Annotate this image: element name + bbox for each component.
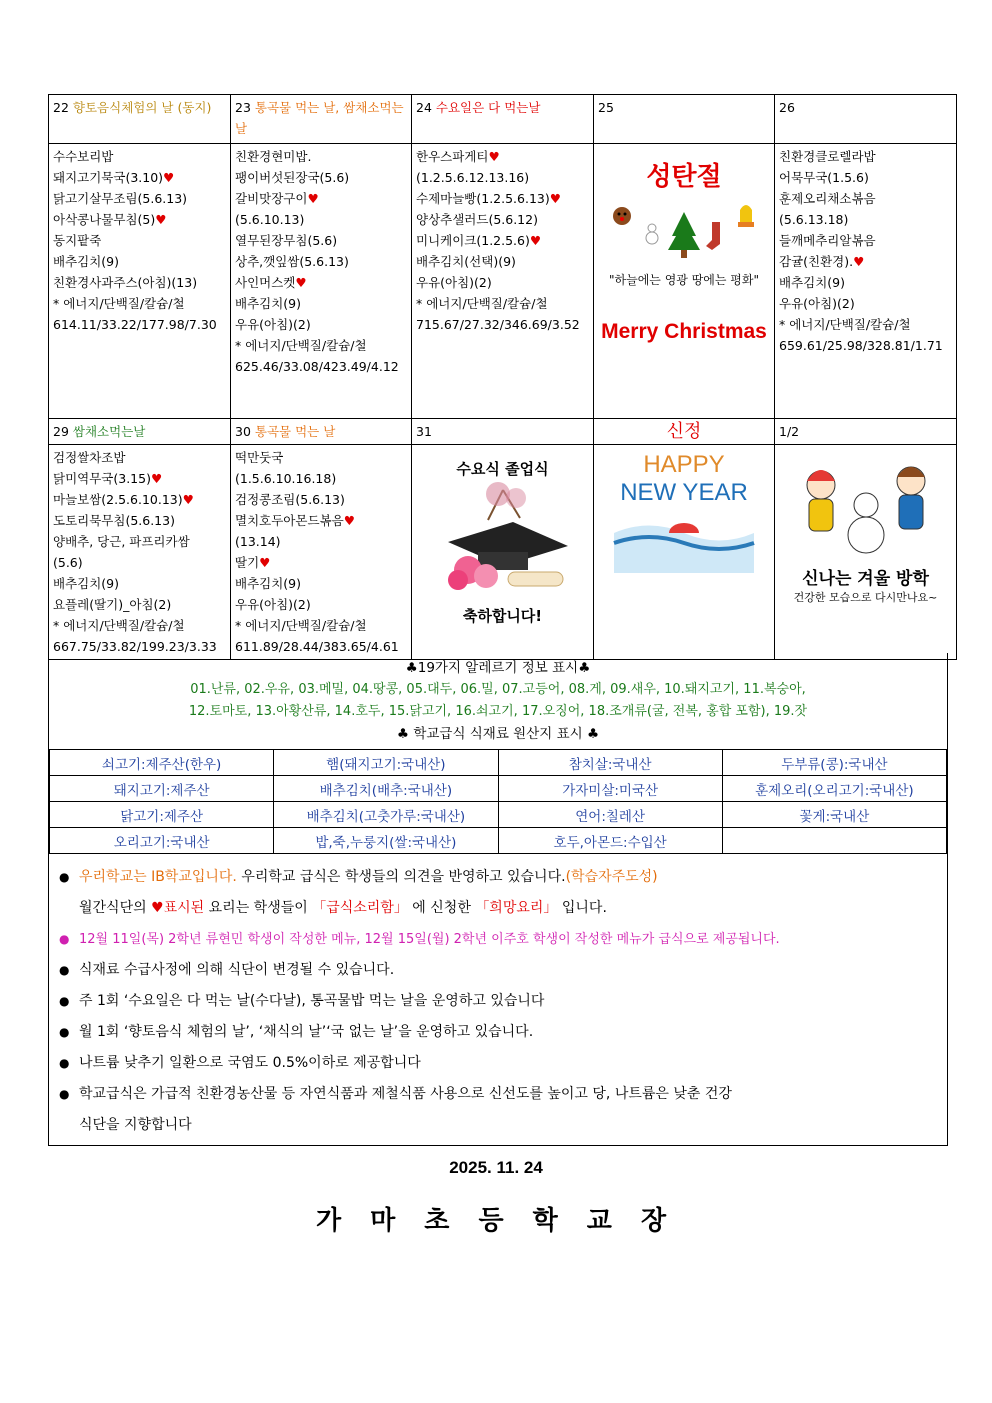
menu-item: 친환경사과주스(아침)(13) <box>53 275 198 290</box>
day-header-22: 22 향토음식체험의 날 (동지) <box>49 95 231 144</box>
origin-cell: 훈제오리(오리고기:국내산) <box>722 776 946 802</box>
heart-icon: ♥ <box>259 555 271 570</box>
allergy-line-2: 12.토마토, 13.아황산류, 14.호두, 15.닭고기, 16.쇠고기, 17.오징어, 18.조개류(굴, 전복, 홍합 포함), 19.잣 <box>188 704 808 719</box>
menu-item: 상추,깻잎쌈(5.6.13) <box>235 254 349 269</box>
menu-item: 양배추, 당근, 파프리카쌈 <box>53 534 190 549</box>
winter-vacation-cell <box>775 445 957 660</box>
christmas-cell <box>594 144 775 419</box>
menu-item: 한우스파게티♥ <box>416 149 500 164</box>
info-box <box>48 653 948 1146</box>
origin-cell: 꽃게:국내산 <box>722 802 946 828</box>
merry-christmas: Merry Christmas <box>601 320 767 343</box>
new-year-title: 신정 <box>598 421 770 443</box>
menu-item: 닭고기살무조림(5.6.13) <box>53 191 188 206</box>
menu-item: 양상추샐러드(5.6.12) <box>416 212 538 227</box>
menu-item: 우유(아침)(2) <box>779 296 855 311</box>
table-row <box>50 750 947 776</box>
meal-calendar <box>48 94 957 660</box>
origin-table <box>49 749 947 854</box>
christmas-quote: "하늘에는 영광 땅에는 평화" <box>609 273 759 287</box>
origin-cell: 가자미살:미국산 <box>498 776 722 802</box>
heart-icon: ♥ <box>549 191 561 206</box>
menu-item: (5.6.10.13) <box>235 212 305 227</box>
heart-icon: ♥ <box>182 492 194 507</box>
menu-item: 659.61/25.98/328.81/1.71 <box>779 338 943 353</box>
note-ib: ● 우리학교는 IB학교입니다. 우리학교 급식은 학생들의 의견을 반영하고 있습니다.(학습자주도성) <box>57 862 939 893</box>
snowman-kids-icon <box>791 455 941 565</box>
menu-item: 배추김치(선택)(9) <box>416 254 516 269</box>
menu-30 <box>231 445 412 660</box>
menu-item: 딸기♥ <box>235 555 271 570</box>
menu-item: 614.11/33.22/177.98/7.30 <box>53 317 217 332</box>
note-student-menu: ● 12월 11일(목) 2학년 류현민 학생이 작성한 메뉴, 12월 15일(월) 2학년 이주호 학생이 작성한 메뉴가 급식으로 제공됩니다. <box>57 924 939 955</box>
vacation-caption: 신나는 겨울 방학 <box>802 569 929 589</box>
menu-item: 친환경클로렐라밥 <box>779 149 876 164</box>
heart-icon: ♥ <box>150 471 163 486</box>
menu-item: 멸치호두아몬드볶음♥ <box>235 513 355 528</box>
menu-item: 사인머스켓♥ <box>235 275 307 290</box>
origin-cell: 닭고기:제주산 <box>50 802 274 828</box>
heart-icon: ♥ <box>529 233 542 248</box>
vacation-sub: 건강한 모습으로 다시만나요~ <box>793 591 938 604</box>
table-row <box>50 802 947 828</box>
origin-cell: 배추김치(배추:국내산) <box>274 776 498 802</box>
menu-item: 625.46/33.08/423.49/4.12 <box>235 359 399 374</box>
graduation-cap-icon <box>428 480 578 600</box>
new-year-cell <box>594 421 775 660</box>
menu-item: 친환경현미밥. <box>235 149 312 164</box>
menu-item: 검정쌀차조밥 <box>53 450 126 465</box>
menu-item: 훈제오리채소볶음 <box>779 191 876 206</box>
origin-title: ♣ 학교급식 식재료 원산지 표시 ♣ <box>396 726 600 742</box>
day-header-25: 25 <box>594 95 775 144</box>
table-row <box>50 828 947 854</box>
menu-item: 열무된장무침(5.6) <box>235 233 338 248</box>
menu-item: 도토리묵무침(5.6.13) <box>53 513 175 528</box>
christmas-decoration-icon <box>604 194 764 264</box>
menu-item: 닭미역무국(3.15)♥ <box>53 471 163 486</box>
menu-item: 검정콩조림(5.6.13) <box>235 492 345 507</box>
menu-item: * 에너지/단백질/칼슘/철 <box>235 338 367 353</box>
menu-item: 배추김치(9) <box>779 275 846 290</box>
menu-item: 아삭콩나물무침(5)♥ <box>53 212 167 227</box>
menu-item: 요플레(딸기)_아침(2) <box>53 597 172 612</box>
menu-item: 감귤(친환경).♥ <box>779 254 865 269</box>
note-ib-cont: 월간식단의 ♥표시된 요리는 학생들이 「급식소리함」 에 신청한 「희망요리」 입니다. <box>79 900 607 916</box>
origin-cell: 참치살:국내산 <box>498 750 722 776</box>
origin-cell: 두부류(콩):국내산 <box>722 750 946 776</box>
menu-item: 우유(아침)(2) <box>235 317 311 332</box>
heart-icon: ♥ <box>295 275 307 290</box>
origin-cell: 쇠고기:제주산(한우) <box>50 750 274 776</box>
menu-item: 배추김치(9) <box>53 576 120 591</box>
note-healthy: ● 학교급식은 가급적 친환경농산물 등 자연식품과 제철식품 사용으로 신선도를 높이고 당, 나트륨은 낮춘 건강 <box>57 1079 939 1110</box>
graduation-top-text: 수요식 졸업식 <box>456 460 549 478</box>
menu-24 <box>412 144 594 419</box>
menu-item: 수수보리밥 <box>53 149 114 164</box>
origin-cell: 연어:칠레산 <box>498 802 722 828</box>
menu-22 <box>49 144 231 419</box>
menu-item: 마늘보쌈(2.5.6.10.13)♥ <box>53 492 194 507</box>
new-year-text: NEW YEAR <box>620 479 748 506</box>
happy-text: HAPPY <box>643 451 725 478</box>
menu-29 <box>49 445 231 660</box>
graduation-cell <box>412 445 594 660</box>
menu-item: 611.89/28.44/383.65/4.61 <box>235 639 399 654</box>
origin-cell: 돼지고기:제주산 <box>50 776 274 802</box>
origin-cell: 호두,아몬드:수입산 <box>498 828 722 854</box>
allergy-line-1: 01.난류, 02.우유, 03.메밀, 04.땅콩, 05.대두, 06.밀, 07.고등어, 08.게, 09.새우, 10.돼지고기, 11.복숭아, <box>190 682 806 697</box>
day-header-23: 23 통곡물 먹는 날, 쌈채소먹는날 <box>231 95 412 144</box>
menu-item: * 에너지/단백질/칼슘/철 <box>779 317 911 332</box>
heart-icon: ♥ <box>488 149 500 164</box>
heart-icon: ♥ <box>155 212 167 227</box>
menu-item: 우유(아침)(2) <box>235 597 311 612</box>
graduation-bottom-text: 축하합니다! <box>462 607 543 625</box>
menu-item: 수제마늘빵(1.2.5.6.13)♥ <box>416 191 561 206</box>
menu-item: 미니케이크(1.2.5.6)♥ <box>416 233 542 248</box>
menu-item: (5.6) <box>53 555 83 570</box>
origin-cell: 배추김치(고춧가루:국내산) <box>274 802 498 828</box>
issue-date: 2025. 11. 24 <box>449 1158 543 1177</box>
origin-cell: 오리고기:국내산 <box>50 828 274 854</box>
origin-cell: 밥,죽,누룽지(쌀:국내산) <box>274 828 498 854</box>
heart-icon: ♥ <box>307 191 319 206</box>
origin-cell <box>722 828 946 854</box>
table-row <box>50 776 947 802</box>
day-header-26: 26 <box>775 95 957 144</box>
menu-item: * 에너지/단백질/칼슘/철 <box>416 296 548 311</box>
menu-item: 715.67/27.32/346.69/3.52 <box>416 317 580 332</box>
day-header-31: 31 <box>412 419 594 445</box>
menu-item: 배추김치(9) <box>235 576 302 591</box>
menu-item: 배추김치(9) <box>235 296 302 311</box>
menu-item: 동지팥죽 <box>53 233 102 248</box>
menu-item: 667.75/33.82/199.23/3.33 <box>53 639 217 654</box>
origin-cell: 햄(돼지고기:국내산) <box>274 750 498 776</box>
menu-item: * 에너지/단백질/칼슘/철 <box>235 618 367 633</box>
note-weekly: ● 주 1회 ‘수요일은 다 먹는 날(수다날), 통곡물밥 먹는 날을 운영하고 있습니다 <box>57 986 939 1017</box>
allergy-title: ♣19가지 알레르기 정보 표시♣ <box>405 660 591 676</box>
menu-item: (1.2.5.6.12.13.16) <box>416 170 530 185</box>
menu-item: 돼지고기묵국(3.10)♥ <box>53 170 175 185</box>
day-header-30: 30 통곡물 먹는 날 <box>231 419 412 445</box>
menu-item: * 에너지/단백질/칼슘/철 <box>53 618 185 633</box>
christmas-title: 성탄절 <box>646 162 722 192</box>
menu-item: 갈비맛장구이♥ <box>235 191 319 206</box>
menu-item: 어묵무국(1.5.6) <box>779 170 869 185</box>
note-healthy-cont: 식단을 지향합니다 <box>79 1117 192 1133</box>
note-change: ● 식재료 수급사정에 의해 식단이 변경될 수 있습니다. <box>57 955 939 986</box>
day-header-1-2: 1/2 <box>775 419 957 445</box>
principal-signature: 가 마 초 등 학 교 장 <box>315 1206 677 1236</box>
heart-icon: ♥ <box>853 254 865 269</box>
menu-item: 우유(아침)(2) <box>416 275 492 290</box>
menu-23 <box>231 144 412 419</box>
allergy-section <box>49 653 947 745</box>
heart-icon: ♥ <box>163 170 175 185</box>
menu-item: (13.14) <box>235 534 281 549</box>
note-monthly: ● 월 1회 ‘향토음식 체험의 날’, ‘채식의 날’‘국 없는 날’을 운영하고 있습니다. <box>57 1017 939 1048</box>
menu-item: (1.5.6.10.16.18) <box>235 471 337 486</box>
note-sodium: ● 나트륨 낮추기 일환으로 국염도 0.5%이하로 제공합니다 <box>57 1048 939 1079</box>
menu-item: * 에너지/단백질/칼슘/철 <box>53 296 185 311</box>
menu-item: (5.6.13.18) <box>779 212 849 227</box>
day-header-24: 24 수요일은 다 먹는날 <box>412 95 594 144</box>
day-header-29: 29 쌈채소먹는날 <box>49 419 231 445</box>
notes-list <box>49 854 947 1145</box>
menu-item: 팽이버섯된장국(5.6) <box>235 170 350 185</box>
menu-item: 들깨메추리알볶음 <box>779 233 876 248</box>
menu-item: 떡만둣국 <box>235 450 284 465</box>
menu-26 <box>775 144 957 419</box>
menu-item: 배추김치(9) <box>53 254 120 269</box>
heart-icon: ♥ <box>343 513 355 528</box>
